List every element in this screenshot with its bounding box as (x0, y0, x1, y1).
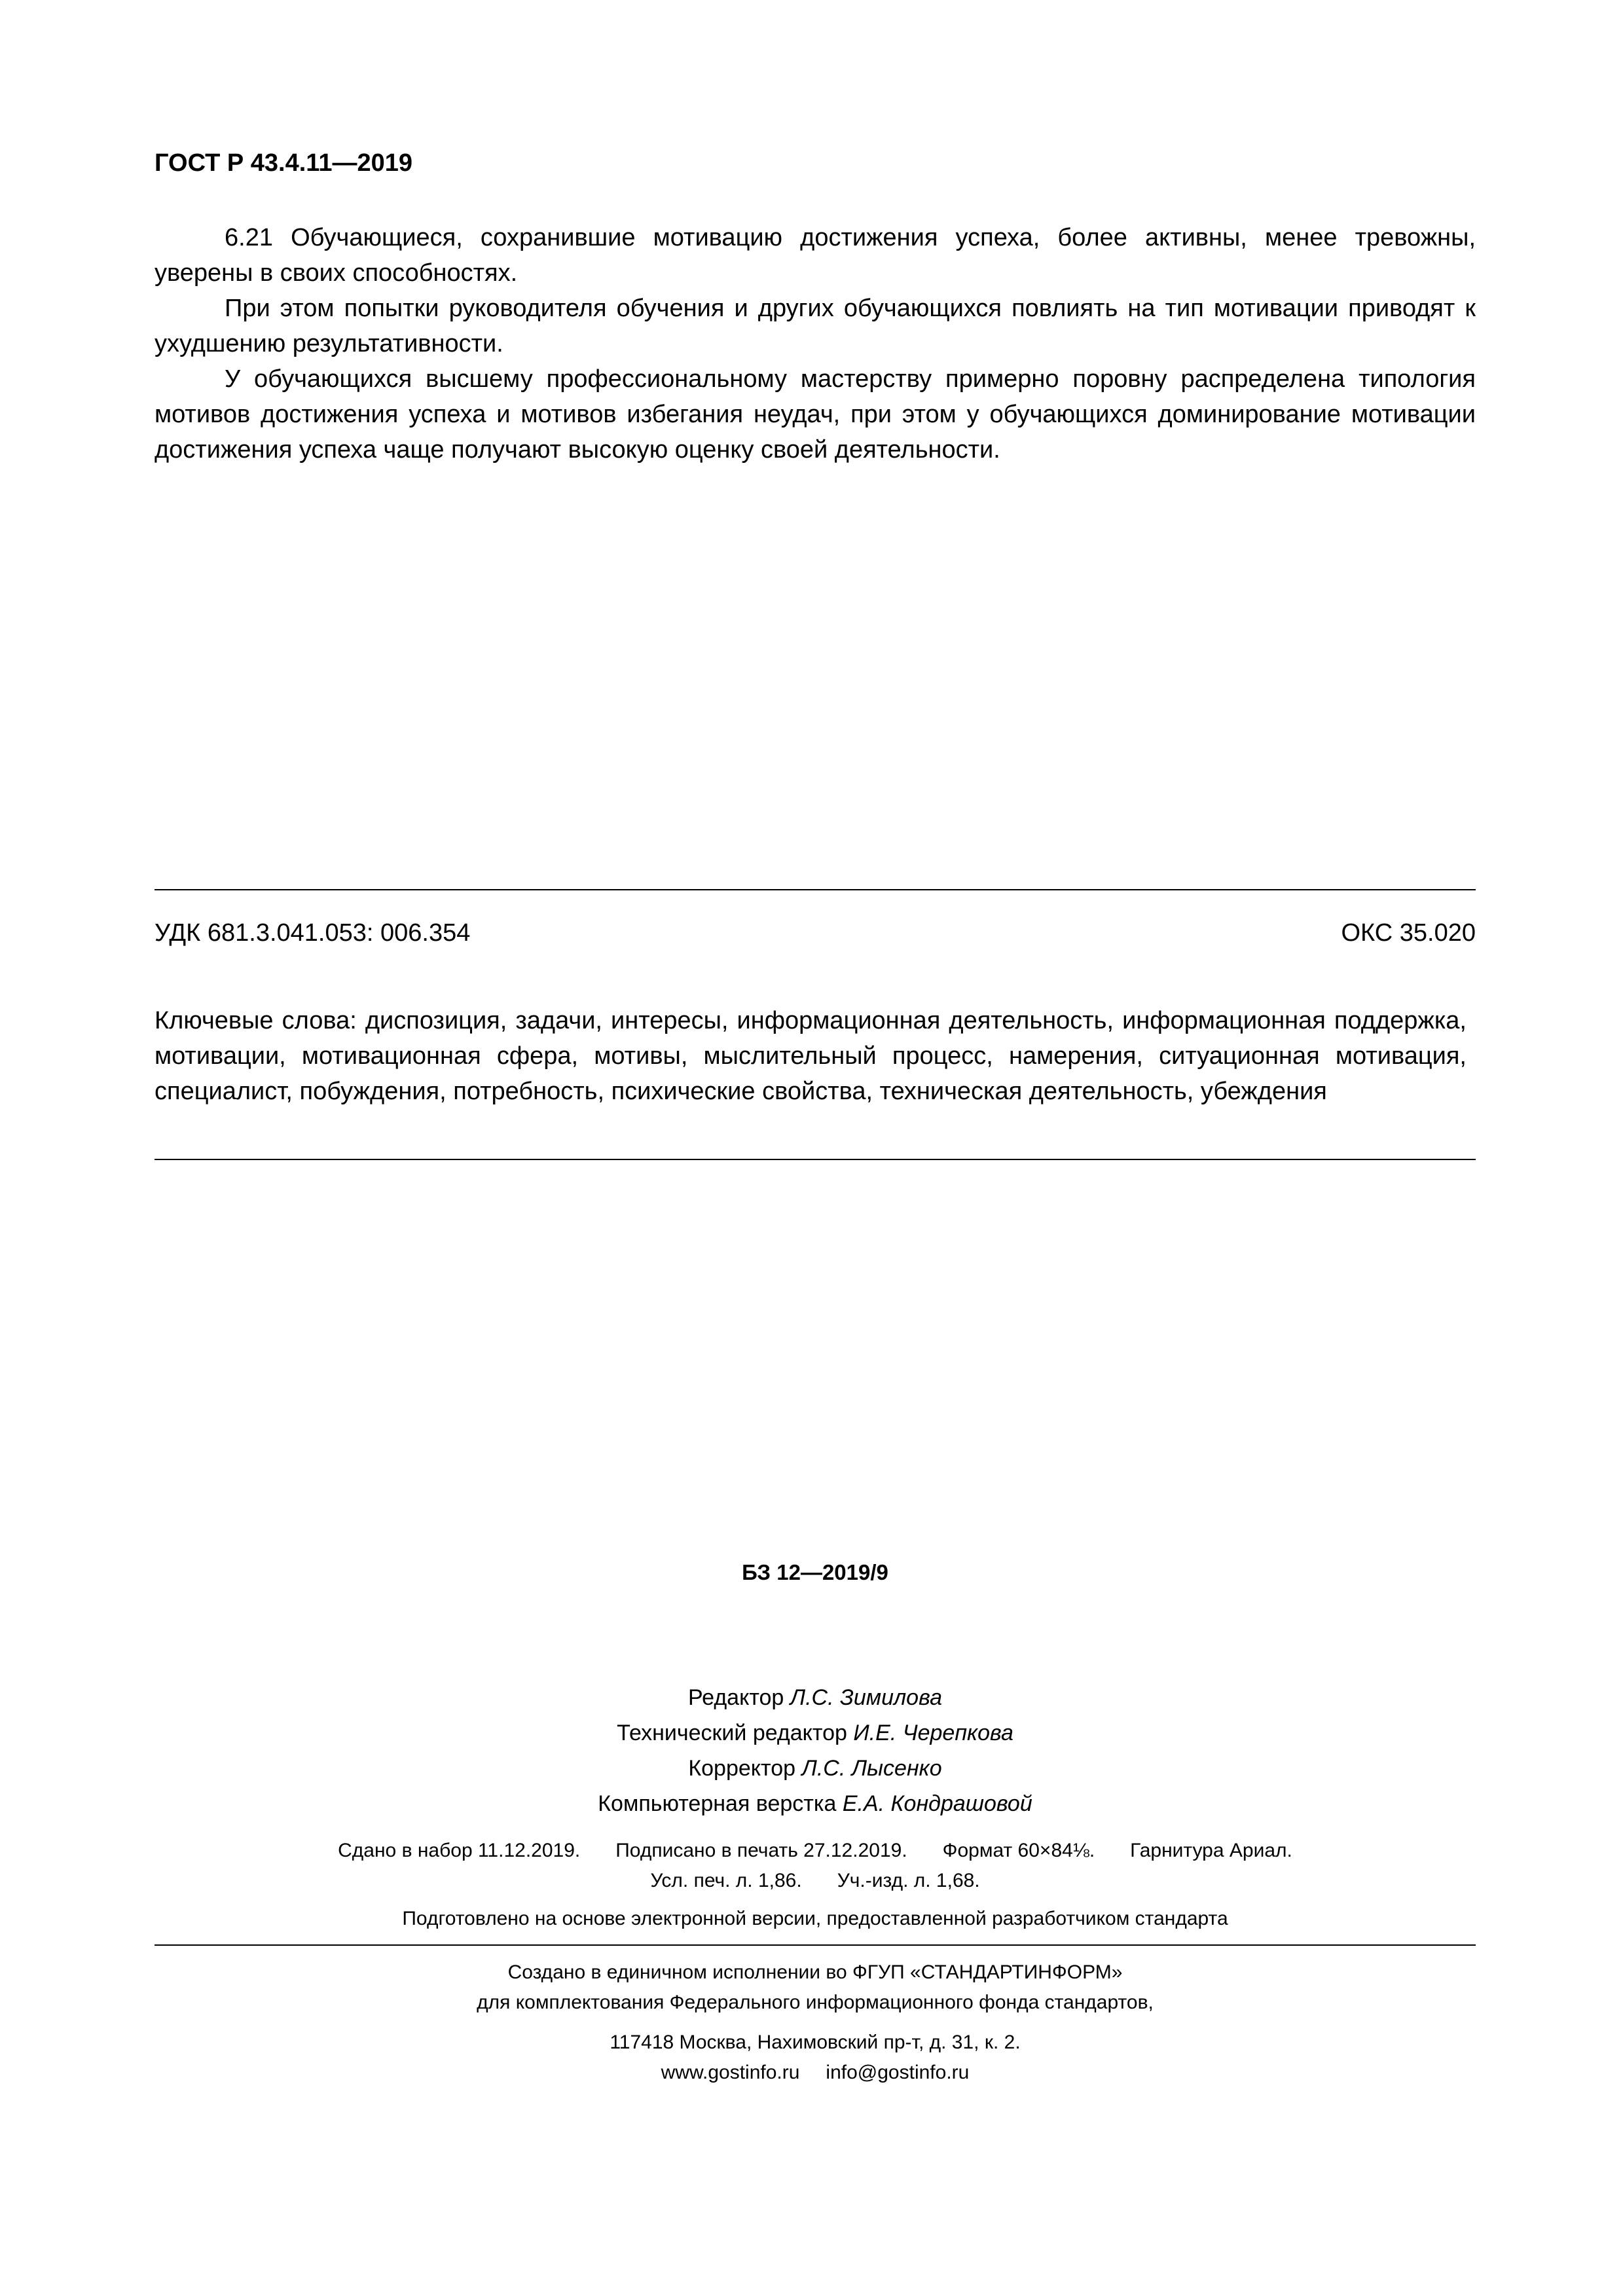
print-sheets: Усл. печ. л. 1,86. (650, 1870, 802, 1891)
staff-editor: Редактор Л.С. Зимилова (687, 1685, 942, 1710)
submitted-date: Сдано в набор 11.12.2019. (338, 1840, 581, 1861)
signed-date: Подписано в печать 27.12.2019. (615, 1840, 907, 1861)
address-line: 117418 Москва, Нахимовский пр-т, д. 31, к. 2. (610, 2032, 1021, 2053)
oks-code: ОКС 35.020 (1341, 919, 1476, 947)
paper-format: Формат 60×84⅛. (942, 1840, 1095, 1861)
paragraph-3: У обучающихся высшему профессиональному мастерству примерно поровну распределена типология мотивов достижения успеха и мотивов избегания неудач, при этом у обучающихся доминирование мотивации достижения успеха чаще получают высокую оценку своей деятельности. (155, 365, 1476, 464)
email-link[interactable]: info@gostinfo.ru (826, 2062, 970, 2083)
prepared-note: Подготовлено на основе электронной версии, предоставленной разработчиком стандарта (402, 1908, 1228, 1929)
document-designation: ГОСТ Р 43.4.11—2019 (155, 149, 412, 177)
publisher-address (155, 2028, 1476, 2088)
divider-top (155, 889, 1476, 890)
website-link[interactable]: www.gostinfo.ru (661, 2062, 800, 2083)
keywords: Ключевые слова: диспозиция, задачи, интересы, информационная деятельность, информационная поддержка, мотивации, мотивационная сфера, мотивы, мыслительный процесс, намерения, ситуационная мотивация, специалист, побуждения, потребность, психические свойства, техническая деятельность, убеждения (155, 1007, 1467, 1105)
publication-sheets: Уч.-изд. л. 1,68. (837, 1870, 980, 1891)
bz-number: БЗ 12—2019/9 (742, 1560, 888, 1584)
staff-list (155, 1680, 1476, 1821)
divider-bottom (155, 1944, 1476, 1946)
divider-keywords (155, 1159, 1476, 1160)
created-note: Создано в единичном исполнении во ФГУП «СТАНДАРТИНФОРМ» для комплектования Федерального информационного фонда стандартов, (477, 1961, 1154, 2013)
paragraph-2: При этом попытки руководителя обучения и других обучающихся повлиять на тип мотивации приводят к ухудшению результативности. (155, 295, 1476, 357)
staff-corrector: Корректор Л.С. Лысенко (688, 1756, 942, 1781)
staff-tech-editor: Технический редактор И.Е. Черепкова (617, 1721, 1013, 1745)
print-details (155, 1836, 1476, 1896)
paragraph-6-21: 6.21 Обучающиеся, сохранившие мотивацию достижения успеха, более активны, менее тревожны, уверены в своих способностях. (155, 224, 1476, 287)
typeface: Гарнитура Ариал. (1130, 1840, 1292, 1861)
udk-code: УДК 681.3.041.053: 006.354 (155, 919, 471, 947)
staff-layout: Компьютерная верстка Е.А. Кондрашовой (598, 1791, 1032, 1816)
body-text (155, 220, 1476, 467)
